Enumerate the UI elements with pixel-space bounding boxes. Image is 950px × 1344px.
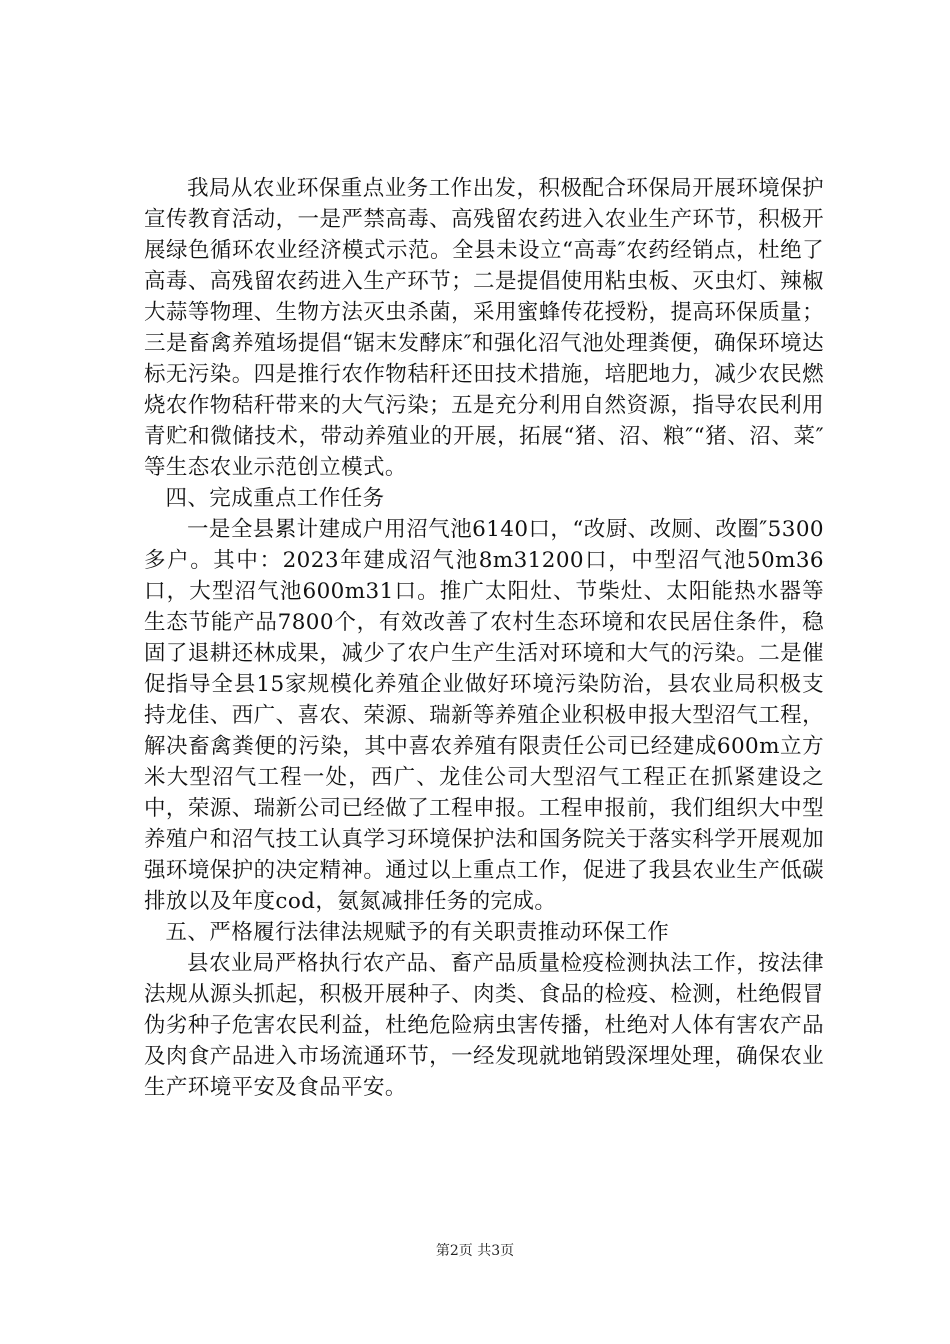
section-heading-key-tasks: 四、完成重点工作任务 bbox=[165, 486, 385, 511]
page-footer bbox=[0, 1241, 950, 1261]
section-heading-legal-duties: 五、严格履行法律法规赋予的有关职责推动环保工作 bbox=[165, 920, 670, 945]
page-number-label: 第2页 共3页 bbox=[435, 1243, 515, 1259]
paragraph-environmental-publicity: 我局从农业环保重点业务工作出发，积极配合环保局开展环境保护宣传教育活动，一是严禁高毒、高残留农药进入农业生产环节，积极开展绿色循环农业经济模式示范。全县未设立“高毒″农药经销点，杜绝了高毒、高残留农药进入生产环节；二是提倡使用粘虫板、灭虫灯、辣椒大蒜等物理、生物方法灭虫杀菌，采用蜜蜂传花授粉，提高环保质量；三是畜禽养殖场提倡“锯末发酵床″和强化沼气池处理粪便，确保环境达标无污染。四是推行农作物秸秆还田技术措施，培肥地力，减少农民燃烧农作物秸秆带来的大气污染；五是充分利用自然资源，指导农民利用青贮和微储技术，带动养殖业的开展，拓展“猪、沼、粮″“猪、沼、菜″等生态农业示范创立模式。 bbox=[144, 176, 824, 480]
document-body bbox=[144, 173, 824, 1103]
paragraph-biogas-projects: 一是全县累计建成户用沼气池6140口，“改厨、改厕、改圈″5300多户。其中：2023年建成沼气池8m31200口，中型沼气池50m36口，大型沼气池600m31口。推广太阳灶、节柴灶、太阳能热水器等生态节能产品7800个，有效改善了农村生态环境和农民居住条件，稳固了退耕还林成果，减少了农户生产生活对环境和大气的污染。二是催促指导全县15家规模化养殖企业做好环境污染防治，县农业局积极支持龙佳、西广、喜农、荣源、瑞新等养殖企业积极申报大型沼气工程，解决畜禽粪便的污染，其中喜农养殖有限责任公司已经建成600m立方米大型沼气工程一处，西广、龙佳公司大型沼气工程正在抓紧建设之中，荣源、瑞新公司已经做了工程申报。工程申报前，我们组织大中型养殖户和沼气技工认真学习环境保护法和国务院关于落实科学开展观加强环境保护的决定精神。通过以上重点工作，促进了我县农业生产低碳排放以及年度cod，氨氮减排任务的完成。 bbox=[144, 517, 824, 914]
paragraph-quality-inspection: 县农业局严格执行农产品、畜产品质量检疫检测执法工作，按法律法规从源头抓起，积极开展种子、肉类、食品的检疫、检测，杜绝假冒伪劣种子危害农民利益，杜绝危险病虫害传播，杜绝对人体有害农产品及肉食产品进入市场流通环节，一经发现就地销毁深埋处理，确保农业生产环境平安及食品平安。 bbox=[144, 951, 824, 1100]
